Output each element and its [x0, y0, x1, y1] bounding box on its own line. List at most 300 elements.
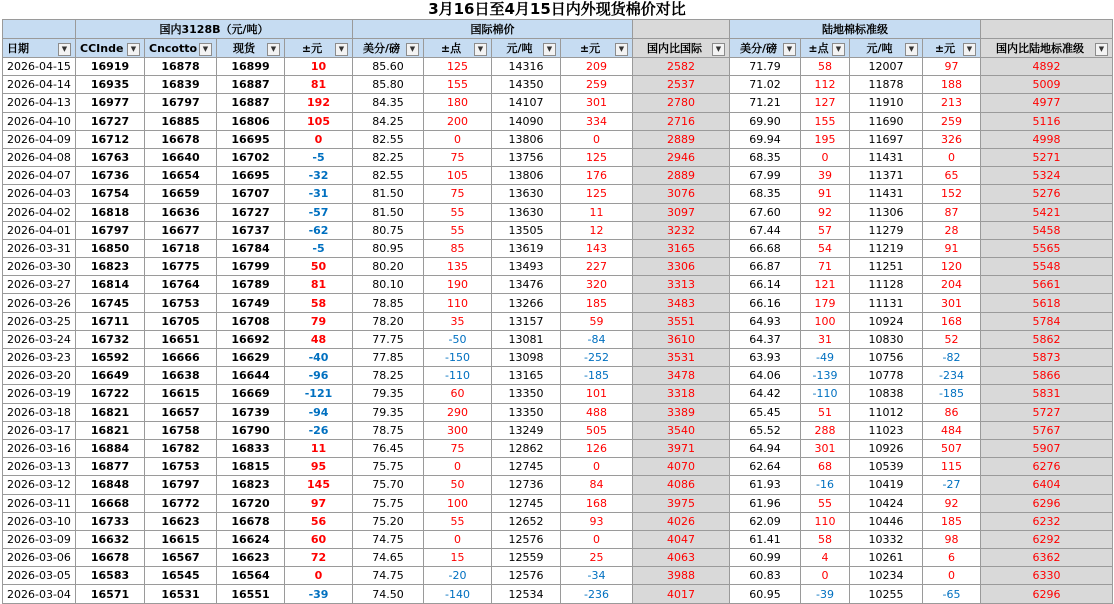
cell-date: 2026-04-10 — [3, 112, 76, 130]
table-row — [3, 330, 1113, 348]
cell-land-yuan: 11012 — [850, 403, 923, 421]
cell-intl-points: 35 — [424, 312, 492, 330]
cell-spot-change: 60 — [285, 530, 353, 548]
table-row — [3, 549, 1113, 567]
cell-land-cents: 69.90 — [730, 112, 801, 130]
cell-land-yuan-change: 185 — [923, 512, 981, 530]
cell-land-yuan: 10332 — [850, 530, 923, 548]
cell-land-yuan-change: 326 — [923, 130, 981, 148]
cell-ccindex: 16754 — [76, 185, 145, 203]
cell-land-cents: 60.95 — [730, 585, 801, 603]
cell-intl-cents: 80.75 — [353, 221, 424, 239]
cell-land-points: 4 — [801, 549, 850, 567]
cell-spot-change: -5 — [285, 148, 353, 166]
cell-cncotton: 16677 — [145, 221, 217, 239]
cell-ccindex: 16823 — [76, 258, 145, 276]
cell-land-yuan-change: 301 — [923, 294, 981, 312]
cell-spot: 16739 — [217, 403, 285, 421]
filter-dropdown-icon[interactable]: ▼ — [267, 43, 280, 56]
cell-spot: 16720 — [217, 494, 285, 512]
cell-intl-yuan: 13619 — [492, 239, 561, 257]
cell-intl-cents: 80.20 — [353, 258, 424, 276]
cell-spot: 16695 — [217, 130, 285, 148]
cell-spot-change: 95 — [285, 458, 353, 476]
cell-intl-yuan-change: 209 — [561, 58, 633, 76]
filter-dropdown-icon[interactable]: ▼ — [783, 43, 796, 56]
header-label: 国内比国际 — [647, 41, 702, 55]
cell-intl-yuan-change: 25 — [561, 549, 633, 567]
cell-intl-yuan: 12576 — [492, 567, 561, 585]
cell-domestic-vs-land: 6232 — [981, 512, 1113, 530]
filter-dropdown-icon[interactable]: ▼ — [199, 43, 212, 56]
cell-land-yuan-change: 65 — [923, 167, 981, 185]
filter-dropdown-icon[interactable]: ▼ — [905, 43, 918, 56]
cell-intl-yuan: 14350 — [492, 76, 561, 94]
cell-land-cents: 61.41 — [730, 530, 801, 548]
cell-intl-cents: 80.95 — [353, 239, 424, 257]
cell-ccindex: 16736 — [76, 167, 145, 185]
cell-intl-points: 125 — [424, 58, 492, 76]
cell-ccindex: 16977 — [76, 94, 145, 112]
filter-dropdown-icon[interactable]: ▼ — [335, 43, 348, 56]
cell-intl-yuan-change: 125 — [561, 148, 633, 166]
table-row — [3, 439, 1113, 457]
cell-spot: 16708 — [217, 312, 285, 330]
cell-land-points: -110 — [801, 385, 850, 403]
cell-domestic-vs-land: 6362 — [981, 549, 1113, 567]
cell-domestic-vs-land: 5116 — [981, 112, 1113, 130]
cell-land-points: 112 — [801, 76, 850, 94]
table-row — [3, 476, 1113, 494]
cell-intl-yuan: 13249 — [492, 421, 561, 439]
header-land-yuan — [850, 39, 923, 58]
cell-land-yuan-change: 259 — [923, 112, 981, 130]
header-label: 元/吨 — [866, 41, 893, 55]
page-title: 3月16日至4月15日内外现货棉价对比 — [428, 0, 686, 18]
filter-dropdown-icon[interactable]: ▼ — [615, 43, 628, 56]
cell-intl-yuan: 12736 — [492, 476, 561, 494]
cell-intl-cents: 82.55 — [353, 130, 424, 148]
cell-domestic-vs-intl: 3988 — [633, 567, 730, 585]
table-row — [3, 112, 1113, 130]
cell-domestic-vs-intl: 3531 — [633, 349, 730, 367]
cell-land-points: 31 — [801, 330, 850, 348]
cell-spot: 16799 — [217, 258, 285, 276]
table-row — [3, 276, 1113, 294]
cell-ccindex: 16848 — [76, 476, 145, 494]
cell-land-yuan-change: 120 — [923, 258, 981, 276]
cell-intl-yuan-change: 0 — [561, 530, 633, 548]
cell-ccindex: 16797 — [76, 221, 145, 239]
cell-spot-change: 79 — [285, 312, 353, 330]
cell-ccindex: 16711 — [76, 312, 145, 330]
cell-date: 2026-03-06 — [3, 549, 76, 567]
header-ccindex — [76, 39, 145, 58]
cell-domestic-vs-intl: 3478 — [633, 367, 730, 385]
cell-intl-yuan: 13630 — [492, 185, 561, 203]
cell-land-yuan-change: 91 — [923, 239, 981, 257]
header-label: 元/吨 — [506, 41, 533, 55]
cell-spot-change: 50 — [285, 258, 353, 276]
cell-domestic-vs-land: 4977 — [981, 94, 1113, 112]
cell-intl-points: 300 — [424, 421, 492, 439]
cell-ccindex: 16763 — [76, 148, 145, 166]
cell-domestic-vs-intl: 4026 — [633, 512, 730, 530]
cell-land-points: 127 — [801, 94, 850, 112]
cell-domestic-vs-intl: 4063 — [633, 549, 730, 567]
cell-intl-points: 85 — [424, 239, 492, 257]
header-label: 现货 — [233, 41, 255, 55]
cell-land-yuan-change: 168 — [923, 312, 981, 330]
cell-cncotton: 16636 — [145, 203, 217, 221]
cell-spot-change: 105 — [285, 112, 353, 130]
cell-domestic-vs-land: 4892 — [981, 58, 1113, 76]
cell-land-yuan: 10924 — [850, 312, 923, 330]
cell-land-yuan-change: 188 — [923, 76, 981, 94]
cell-intl-cents: 75.75 — [353, 458, 424, 476]
cell-intl-points: 75 — [424, 439, 492, 457]
cell-domestic-vs-land: 5767 — [981, 421, 1113, 439]
filter-dropdown-icon[interactable]: ▼ — [832, 43, 845, 56]
cell-spot-change: 0 — [285, 567, 353, 585]
table-row — [3, 403, 1113, 421]
cell-ccindex: 16850 — [76, 239, 145, 257]
cell-land-points: 0 — [801, 148, 850, 166]
cell-cncotton: 16638 — [145, 367, 217, 385]
header-domestic-vs-land — [981, 39, 1113, 58]
cell-ccindex: 16821 — [76, 421, 145, 439]
header-label: ±点 — [440, 41, 462, 55]
cell-spot: 16692 — [217, 330, 285, 348]
cell-ccindex: 16571 — [76, 585, 145, 603]
cell-land-points: 51 — [801, 403, 850, 421]
cell-intl-yuan-change: 126 — [561, 439, 633, 457]
cell-date: 2026-03-04 — [3, 585, 76, 603]
header-label: ±元 — [579, 41, 601, 55]
cell-spot: 16784 — [217, 239, 285, 257]
cell-date: 2026-03-05 — [3, 567, 76, 585]
cell-intl-cents: 76.45 — [353, 439, 424, 457]
cell-date: 2026-03-31 — [3, 239, 76, 257]
cell-ccindex: 16818 — [76, 203, 145, 221]
cell-land-yuan: 10838 — [850, 385, 923, 403]
table-row — [3, 203, 1113, 221]
cell-intl-yuan: 13476 — [492, 276, 561, 294]
cell-domestic-vs-land: 5421 — [981, 203, 1113, 221]
cell-intl-cents: 77.85 — [353, 349, 424, 367]
cell-domestic-vs-land: 5784 — [981, 312, 1113, 330]
cell-spot-change: 11 — [285, 439, 353, 457]
cell-land-yuan-change: 0 — [923, 148, 981, 166]
cell-domestic-vs-intl: 4070 — [633, 458, 730, 476]
table-row — [3, 421, 1113, 439]
cell-cncotton: 16640 — [145, 148, 217, 166]
cell-ccindex: 16732 — [76, 330, 145, 348]
cell-date: 2026-03-12 — [3, 476, 76, 494]
cell-intl-yuan: 13806 — [492, 167, 561, 185]
cell-land-cents: 64.93 — [730, 312, 801, 330]
cell-land-points: -139 — [801, 367, 850, 385]
group-intl: 国际棉价 — [353, 20, 633, 39]
cell-land-yuan-change: -234 — [923, 367, 981, 385]
cell-intl-yuan: 13266 — [492, 294, 561, 312]
filter-dropdown-icon[interactable]: ▼ — [543, 43, 556, 56]
table-row — [3, 294, 1113, 312]
cell-cncotton: 16753 — [145, 458, 217, 476]
cell-cncotton: 16654 — [145, 167, 217, 185]
cell-spot-change: 192 — [285, 94, 353, 112]
blank-header-cell — [633, 20, 730, 39]
cell-date: 2026-03-20 — [3, 367, 76, 385]
cell-land-yuan-change: 507 — [923, 439, 981, 457]
cell-cncotton: 16753 — [145, 294, 217, 312]
cell-intl-yuan: 13350 — [492, 403, 561, 421]
header-label: CCInde — [80, 41, 124, 55]
table-row — [3, 221, 1113, 239]
cell-intl-points: -50 — [424, 330, 492, 348]
cell-intl-yuan-change: 227 — [561, 258, 633, 276]
cell-intl-yuan-change: 84 — [561, 476, 633, 494]
cell-intl-yuan: 13630 — [492, 203, 561, 221]
cell-intl-cents: 78.85 — [353, 294, 424, 312]
cell-ccindex: 16668 — [76, 494, 145, 512]
cell-date: 2026-04-08 — [3, 148, 76, 166]
cell-land-yuan: 11128 — [850, 276, 923, 294]
cell-intl-yuan-change: 259 — [561, 76, 633, 94]
filter-dropdown-icon[interactable]: ▼ — [1095, 43, 1108, 56]
cell-domestic-vs-intl: 3551 — [633, 312, 730, 330]
cell-date: 2026-03-18 — [3, 403, 76, 421]
cell-spot-change: -57 — [285, 203, 353, 221]
cell-intl-cents: 81.50 — [353, 203, 424, 221]
cell-land-cents: 68.35 — [730, 185, 801, 203]
cell-ccindex: 16919 — [76, 58, 145, 76]
table-row — [3, 185, 1113, 203]
cell-intl-cents: 84.35 — [353, 94, 424, 112]
cell-domestic-vs-land: 5831 — [981, 385, 1113, 403]
header-intl-cents — [353, 39, 424, 58]
cell-spot-change: -31 — [285, 185, 353, 203]
cell-intl-yuan-change: -236 — [561, 585, 633, 603]
cell-intl-cents: 85.80 — [353, 76, 424, 94]
cell-cncotton: 16775 — [145, 258, 217, 276]
table-row — [3, 458, 1113, 476]
cell-intl-yuan-change: 12 — [561, 221, 633, 239]
cell-intl-points: 55 — [424, 512, 492, 530]
cell-land-cents: 65.52 — [730, 421, 801, 439]
cell-spot: 16678 — [217, 512, 285, 530]
cell-domestic-vs-intl: 2889 — [633, 167, 730, 185]
cell-ccindex: 16935 — [76, 76, 145, 94]
cell-land-points: -39 — [801, 585, 850, 603]
cell-date: 2026-03-09 — [3, 530, 76, 548]
cell-land-yuan-change: 97 — [923, 58, 981, 76]
filter-dropdown-icon[interactable]: ▼ — [406, 43, 419, 56]
cell-intl-points: -20 — [424, 567, 492, 585]
cell-land-points: -16 — [801, 476, 850, 494]
cell-ccindex: 16727 — [76, 112, 145, 130]
header-label: 美分/磅 — [739, 41, 778, 55]
cell-spot: 16737 — [217, 221, 285, 239]
cell-spot-change: -39 — [285, 585, 353, 603]
cell-land-cents: 71.21 — [730, 94, 801, 112]
cell-spot-change: -94 — [285, 403, 353, 421]
cell-land-points: 71 — [801, 258, 850, 276]
cell-land-yuan: 11878 — [850, 76, 923, 94]
cell-ccindex: 16583 — [76, 567, 145, 585]
cell-land-points: 54 — [801, 239, 850, 257]
cell-intl-yuan-change: 176 — [561, 167, 633, 185]
cell-domestic-vs-intl: 3097 — [633, 203, 730, 221]
filter-dropdown-icon[interactable]: ▼ — [963, 43, 976, 56]
header-land-points — [801, 39, 850, 58]
cell-domestic-vs-land: 5458 — [981, 221, 1113, 239]
cell-cncotton: 16623 — [145, 512, 217, 530]
cell-cncotton: 16545 — [145, 567, 217, 585]
cell-ccindex: 16821 — [76, 403, 145, 421]
cell-land-points: 91 — [801, 185, 850, 203]
cell-spot-change: -62 — [285, 221, 353, 239]
cell-intl-yuan-change: 168 — [561, 494, 633, 512]
cell-intl-cents: 75.20 — [353, 512, 424, 530]
cell-cncotton: 16651 — [145, 330, 217, 348]
cell-domestic-vs-intl: 2716 — [633, 112, 730, 130]
header-label: 日期 — [7, 41, 29, 55]
cell-ccindex: 16745 — [76, 294, 145, 312]
cell-intl-points: 190 — [424, 276, 492, 294]
header-label: Cncotto — [149, 41, 198, 55]
cell-intl-points: 105 — [424, 167, 492, 185]
cell-land-yuan: 11219 — [850, 239, 923, 257]
cell-spot: 16551 — [217, 585, 285, 603]
cell-spot-change: 145 — [285, 476, 353, 494]
cell-spot-change: -26 — [285, 421, 353, 439]
cell-date: 2026-04-15 — [3, 58, 76, 76]
header-label: 国内比陆地标准级 — [996, 41, 1084, 55]
cell-land-cents: 64.94 — [730, 439, 801, 457]
cell-intl-cents: 74.75 — [353, 530, 424, 548]
cell-date: 2026-03-17 — [3, 421, 76, 439]
cell-land-yuan-change: 92 — [923, 494, 981, 512]
cell-intl-points: 0 — [424, 130, 492, 148]
cell-intl-yuan: 12652 — [492, 512, 561, 530]
cell-date: 2026-03-19 — [3, 385, 76, 403]
table-row — [3, 239, 1113, 257]
cell-intl-points: 0 — [424, 530, 492, 548]
cell-intl-yuan: 13081 — [492, 330, 561, 348]
cell-land-yuan: 11690 — [850, 112, 923, 130]
cell-spot-change: 58 — [285, 294, 353, 312]
table-row — [3, 530, 1113, 548]
table-row — [3, 130, 1113, 148]
cell-cncotton: 16782 — [145, 439, 217, 457]
cell-intl-yuan: 14090 — [492, 112, 561, 130]
cell-land-yuan: 10539 — [850, 458, 923, 476]
cell-intl-cents: 74.65 — [353, 549, 424, 567]
table-row — [3, 148, 1113, 166]
cell-land-yuan: 11431 — [850, 148, 923, 166]
cell-land-points: 68 — [801, 458, 850, 476]
cell-land-yuan: 10255 — [850, 585, 923, 603]
cell-date: 2026-03-23 — [3, 349, 76, 367]
cell-land-cents: 69.94 — [730, 130, 801, 148]
cell-domestic-vs-land: 5618 — [981, 294, 1113, 312]
cell-cncotton: 16772 — [145, 494, 217, 512]
header-date — [3, 39, 76, 58]
cell-land-yuan: 10830 — [850, 330, 923, 348]
cell-ccindex: 16678 — [76, 549, 145, 567]
cell-cncotton: 16705 — [145, 312, 217, 330]
cell-land-cents: 71.79 — [730, 58, 801, 76]
cell-intl-points: 290 — [424, 403, 492, 421]
cell-intl-yuan-change: 0 — [561, 130, 633, 148]
cell-date: 2026-03-26 — [3, 294, 76, 312]
cell-domestic-vs-land: 5548 — [981, 258, 1113, 276]
cell-land-yuan-change: 204 — [923, 276, 981, 294]
cell-land-cents: 64.37 — [730, 330, 801, 348]
header-domestic-vs-intl — [633, 39, 730, 58]
cell-intl-yuan: 13157 — [492, 312, 561, 330]
filter-dropdown-icon[interactable]: ▼ — [127, 43, 140, 56]
cell-spot-change: -5 — [285, 239, 353, 257]
cell-domestic-vs-intl: 3313 — [633, 276, 730, 294]
cell-date: 2026-04-03 — [3, 185, 76, 203]
cell-intl-cents: 85.60 — [353, 58, 424, 76]
cell-domestic-vs-intl: 4086 — [633, 476, 730, 494]
cell-land-yuan: 11306 — [850, 203, 923, 221]
cell-spot: 16823 — [217, 476, 285, 494]
cell-land-cents: 66.87 — [730, 258, 801, 276]
cell-spot: 16887 — [217, 76, 285, 94]
cell-cncotton: 16657 — [145, 403, 217, 421]
filter-dropdown-icon[interactable]: ▼ — [712, 43, 725, 56]
cell-land-points: 301 — [801, 439, 850, 457]
cell-land-yuan: 10424 — [850, 494, 923, 512]
table-row — [3, 385, 1113, 403]
cell-intl-points: 75 — [424, 185, 492, 203]
cell-domestic-vs-land: 6330 — [981, 567, 1113, 585]
cell-domestic-vs-land: 5661 — [981, 276, 1113, 294]
header-intl-yuan-change — [561, 39, 633, 58]
cell-domestic-vs-intl: 3975 — [633, 494, 730, 512]
cell-cncotton: 16531 — [145, 585, 217, 603]
cell-spot: 16695 — [217, 167, 285, 185]
group-domestic: 国内3128B（元/吨） — [76, 20, 353, 39]
cell-spot: 16629 — [217, 349, 285, 367]
filter-dropdown-icon[interactable]: ▼ — [474, 43, 487, 56]
cell-land-yuan-change: -27 — [923, 476, 981, 494]
cell-land-points: 92 — [801, 203, 850, 221]
cell-land-points: 57 — [801, 221, 850, 239]
cell-land-yuan: 11023 — [850, 421, 923, 439]
cell-intl-points: 75 — [424, 148, 492, 166]
header-intl-points — [424, 39, 492, 58]
cell-domestic-vs-land: 6404 — [981, 476, 1113, 494]
cell-intl-yuan-change: -185 — [561, 367, 633, 385]
cell-spot-change: -32 — [285, 167, 353, 185]
cell-intl-points: 55 — [424, 203, 492, 221]
cell-domestic-vs-land: 6296 — [981, 494, 1113, 512]
table-row — [3, 76, 1113, 94]
cell-domestic-vs-land: 5873 — [981, 349, 1113, 367]
cell-land-yuan-change: 6 — [923, 549, 981, 567]
cell-date: 2026-04-02 — [3, 203, 76, 221]
cell-date: 2026-04-01 — [3, 221, 76, 239]
cell-domestic-vs-land: 6276 — [981, 458, 1113, 476]
cell-land-cents: 61.93 — [730, 476, 801, 494]
filter-dropdown-icon[interactable]: ▼ — [58, 43, 71, 56]
cell-land-cents: 63.93 — [730, 349, 801, 367]
